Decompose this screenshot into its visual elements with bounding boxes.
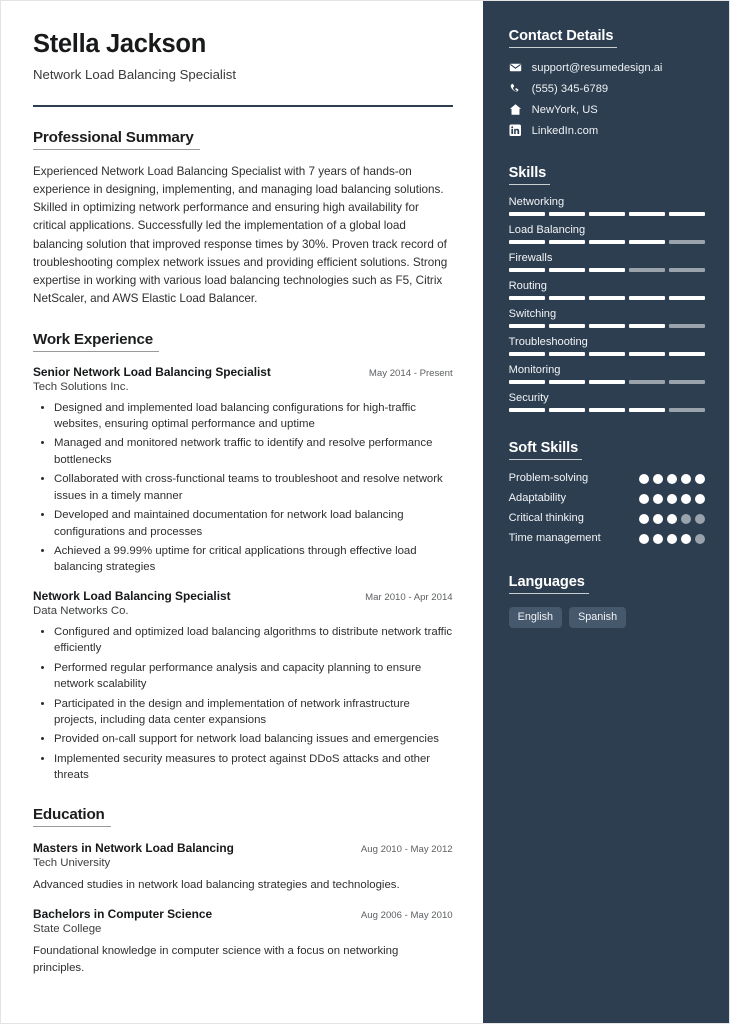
education-heading: Education: [33, 806, 111, 827]
soft-skill-rating: [639, 531, 705, 544]
skill-item: [509, 392, 705, 412]
skill-bar-segment: [589, 212, 625, 216]
header-divider: [33, 105, 453, 107]
skill-bar-segment: [509, 212, 545, 216]
soft-skill-item: [509, 511, 705, 526]
skills-heading: Skills: [509, 165, 551, 185]
work-entry-role: Senior Network Load Balancing Specialist: [33, 364, 271, 379]
soft-skill-label: Critical thinking: [508, 511, 584, 524]
education-entry: [33, 907, 453, 976]
work-entry-bullet: • Configured and optimized load balancing algorithms to distribute network traffic efficiently: [54, 624, 453, 657]
skill-bar-segment: [669, 296, 705, 300]
skill-label: Networking: [508, 196, 565, 208]
soft-skill-dot: [681, 534, 691, 544]
work-experience-entry: [33, 589, 453, 784]
soft-skill-dot: [653, 494, 663, 504]
skill-bar-segment: [629, 324, 665, 328]
skills-list: [509, 196, 705, 412]
skill-bar-segment: [629, 240, 665, 244]
skill-bar-segment: [509, 408, 545, 412]
skill-bar-segment: [629, 268, 665, 272]
work-entry-bullet: • Performed regular performance analysis and capacity planning to ensure network scalability: [54, 660, 453, 693]
work-experience-section: [33, 331, 453, 784]
skill-level-bar: [509, 240, 705, 244]
soft-skill-dot: [653, 514, 663, 524]
work-entry-role: Network Load Balancing Specialist: [33, 588, 231, 603]
skill-item: [509, 224, 705, 244]
education-entry-school: State College: [33, 923, 102, 936]
skills-section: [509, 164, 705, 412]
contact-row[interactable]: [509, 124, 705, 137]
skill-item: [509, 252, 705, 272]
work-entry-company: Data Networks Co.: [33, 604, 129, 617]
skill-bar-segment: [589, 352, 625, 356]
work-entry-date: Mar 2010 - Apr 2014: [365, 591, 453, 603]
work-experience-list: [33, 365, 453, 784]
skill-bar-segment: [669, 240, 705, 244]
soft-skill-item: [509, 491, 705, 506]
candidate-name: Stella Jackson: [33, 30, 206, 58]
soft-skills-heading: Soft Skills: [509, 440, 582, 460]
linkedin-icon: [509, 124, 522, 137]
contact-row[interactable]: [509, 82, 705, 95]
skill-bar-segment: [669, 352, 705, 356]
skill-bar-segment: [589, 324, 625, 328]
contact-row[interactable]: [509, 103, 705, 116]
soft-skill-rating: [639, 491, 705, 504]
skill-level-bar: [509, 324, 705, 328]
education-entry-description: Advanced studies in network load balancing strategies and technologies.: [33, 878, 400, 891]
skill-label: Load Balancing: [508, 224, 586, 236]
language-chip: Spanish: [569, 607, 626, 628]
soft-skill-dot: [639, 534, 649, 544]
resume-sidebar: [483, 1, 729, 1023]
education-entry-description: Foundational knowledge in computer science with a focus on networking principles.: [33, 945, 399, 974]
contact-value: LinkedIn.com: [531, 124, 599, 137]
soft-skill-dot: [667, 494, 677, 504]
work-entry-header: [33, 365, 453, 379]
soft-skill-label: Problem-solving: [508, 472, 589, 484]
skill-bar-segment: [669, 268, 705, 272]
work-experience-heading: Work Experience: [33, 331, 159, 352]
skill-bar-segment: [589, 408, 625, 412]
skill-level-bar: [509, 212, 705, 216]
contact-details-section: [509, 27, 705, 137]
work-entry-bullet: • Designed and implemented load balancing configurations for high-traffic websites, ensuring optimal performance and uptime: [54, 400, 453, 433]
skill-bar-segment: [509, 268, 545, 272]
soft-skill-dot: [639, 494, 649, 504]
work-entry-date: May 2014 - Present: [368, 367, 453, 379]
contact-details-heading: Contact Details: [509, 28, 618, 48]
work-experience-entry: [33, 365, 453, 576]
phone-icon: [509, 82, 522, 95]
skill-bar-segment: [629, 380, 665, 384]
work-entry-bullet: • Provided on-call support for network load balancing issues and emergencies: [54, 731, 453, 747]
skill-bar-segment: [629, 296, 665, 300]
skill-label: Monitoring: [508, 364, 561, 376]
soft-skill-dot: [695, 534, 705, 544]
skill-bar-segment: [549, 352, 585, 356]
soft-skill-item: [509, 531, 705, 546]
work-entry-bullet: • Achieved a 99.99% uptime for critical applications through effective load balancing strategies: [54, 543, 453, 576]
skill-label: Firewalls: [508, 252, 553, 264]
soft-skills-section: [509, 439, 705, 546]
soft-skill-dot: [667, 514, 677, 524]
soft-skill-label: Adaptability: [508, 491, 566, 504]
professional-summary-heading: Professional Summary: [33, 129, 200, 150]
language-chip: English: [509, 607, 562, 628]
skill-bar-segment: [589, 296, 625, 300]
skill-level-bar: [509, 296, 705, 300]
skill-label: Routing: [508, 280, 547, 292]
education-entry-degree: Bachelors in Computer Science: [33, 907, 213, 922]
skill-bar-segment: [509, 324, 545, 328]
skill-level-bar: [509, 380, 705, 384]
work-entry-bullets: [33, 400, 453, 576]
skill-bar-segment: [669, 212, 705, 216]
skill-bar-segment: [669, 380, 705, 384]
candidate-job-title: Network Load Balancing Specialist: [33, 66, 237, 82]
work-entry-bullet: • Implemented security measures to protect against DDoS attacks and other threats: [54, 751, 453, 784]
skill-bar-segment: [589, 240, 625, 244]
education-entry-school: Tech University: [33, 856, 111, 869]
soft-skill-dot: [695, 514, 705, 524]
soft-skill-dot: [667, 534, 677, 544]
work-entry-bullet: • Collaborated with cross-functional teams to troubleshoot and resolve network issues in a timely manner: [54, 471, 453, 504]
soft-skill-dot: [639, 514, 649, 524]
soft-skill-dot: [681, 494, 691, 504]
skill-bar-segment: [589, 268, 625, 272]
education-entry-degree: Masters in Network Load Balancing: [33, 840, 234, 855]
skill-bar-segment: [549, 268, 585, 272]
skill-bar-segment: [549, 408, 585, 412]
soft-skill-dot: [653, 534, 663, 544]
soft-skill-dot: [639, 474, 649, 484]
contact-value: (555) 345-6789: [531, 82, 609, 95]
skill-item: [509, 308, 705, 328]
work-entry-company: Tech Solutions Inc.: [33, 380, 129, 393]
skill-bar-segment: [629, 212, 665, 216]
soft-skill-label: Time management: [508, 531, 601, 544]
soft-skill-rating: [639, 471, 705, 484]
education-entry: [33, 841, 453, 894]
soft-skill-dot: [667, 474, 677, 484]
soft-skills-list: [509, 471, 705, 546]
skill-label: Troubleshooting: [508, 336, 588, 348]
skill-bar-segment: [549, 324, 585, 328]
contact-list: [509, 61, 705, 137]
skill-bar-segment: [549, 212, 585, 216]
skill-bar-segment: [589, 380, 625, 384]
education-entry-date: Aug 2006 - May 2010: [360, 910, 453, 922]
home-icon: [509, 103, 522, 116]
skill-bar-segment: [669, 408, 705, 412]
resume-header: [33, 29, 453, 82]
education-entry-header: [33, 907, 453, 921]
education-section: [33, 806, 453, 977]
skill-bar-segment: [509, 296, 545, 300]
skill-bar-segment: [629, 352, 665, 356]
skill-bar-segment: [549, 296, 585, 300]
skill-level-bar: [509, 408, 705, 412]
resume-main-column: [1, 1, 483, 1023]
education-entry-header: [33, 841, 453, 855]
soft-skill-item: [509, 471, 705, 486]
work-entry-bullets: [33, 624, 453, 784]
education-entry-date: Aug 2010 - May 2012: [360, 843, 453, 855]
soft-skill-dot: [695, 494, 705, 504]
soft-skill-dot: [653, 474, 663, 484]
skill-bar-segment: [669, 324, 705, 328]
work-entry-bullet: • Participated in the design and implementation of network infrastructure projects, including data center expansions: [54, 696, 453, 729]
skill-item: [509, 280, 705, 300]
soft-skill-dot: [695, 474, 705, 484]
professional-summary-section: [33, 129, 453, 309]
soft-skill-dot: [681, 474, 691, 484]
languages-list: [509, 607, 705, 628]
contact-value: NewYork, US: [531, 103, 598, 116]
work-entry-bullet: • Managed and monitored network traffic to identify and resolve performance bottlenecks: [54, 435, 453, 468]
soft-skill-rating: [639, 511, 705, 524]
envelope-icon: [509, 61, 522, 74]
languages-heading: Languages: [509, 574, 589, 594]
skill-label: Switching: [508, 308, 557, 320]
skill-label: Security: [508, 392, 549, 404]
skill-level-bar: [509, 352, 705, 356]
contact-value: support@resumedesign.ai: [531, 61, 663, 74]
skill-item: [509, 364, 705, 384]
work-entry-header: [33, 589, 453, 603]
skill-bar-segment: [549, 240, 585, 244]
skill-bar-segment: [509, 380, 545, 384]
education-list: [33, 841, 453, 977]
skill-item: [509, 336, 705, 356]
skill-item: [509, 196, 705, 216]
work-entry-bullet: • Developed and maintained documentation for network load balancing configurations and processes: [54, 507, 453, 540]
skill-level-bar: [509, 268, 705, 272]
skill-bar-segment: [509, 240, 545, 244]
professional-summary-text: Experienced Network Load Balancing Specialist with 7 years of hands-on experience in designing, implementing, and managing load balancing solutions. Skilled in optimizing network performance and ensuring high availability for critical applications. Successfully led the implementation of a global load balancing solution that improved response times by 30%. Proven track record of troubleshooting complex network issues and providing efficient solutions. Strong expertise in working with various load balancing technologies such as F5, Citrix NetScaler, and AWS Elastic Load Balancer.: [33, 164, 448, 306]
soft-skill-dot: [681, 514, 691, 524]
skill-bar-segment: [509, 352, 545, 356]
languages-section: [509, 573, 705, 628]
skill-bar-segment: [629, 408, 665, 412]
skill-bar-segment: [549, 380, 585, 384]
contact-row[interactable]: [509, 61, 705, 74]
